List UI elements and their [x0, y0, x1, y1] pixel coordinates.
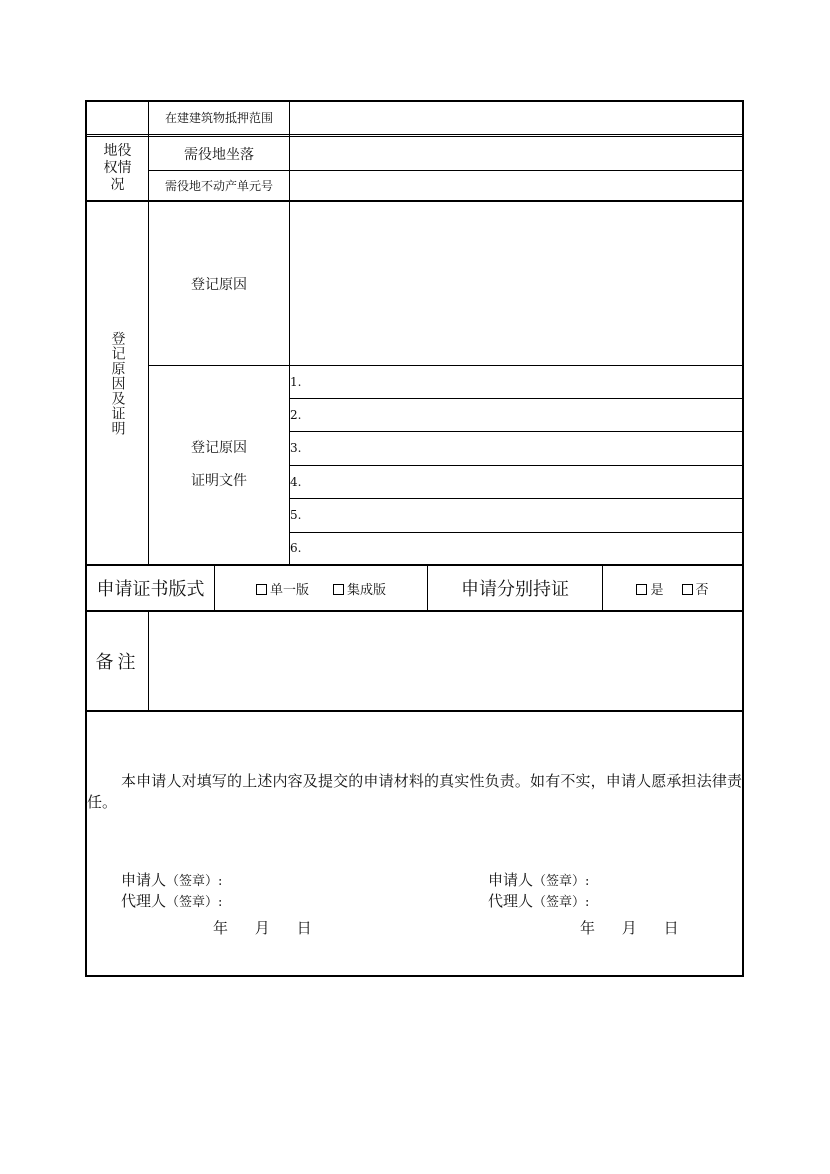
option-yes[interactable]	[636, 579, 663, 598]
easement-location-field[interactable]	[290, 137, 742, 170]
remarks-label: 备注	[95, 652, 140, 673]
option-single-label: 单一版	[269, 582, 309, 598]
month-label: 月	[621, 919, 637, 937]
declaration-text: 本申请人对填写的上述内容及提交的申请材料的真实性负责。如有不实，申请人愿承担法律责任。	[87, 772, 742, 811]
divider	[85, 134, 744, 135]
checkbox-icon[interactable]	[256, 584, 267, 595]
easement-unit-no-field[interactable]	[290, 171, 742, 200]
option-no[interactable]	[682, 579, 709, 598]
doc-number: 6.	[290, 541, 302, 555]
registration-group-label	[87, 202, 148, 564]
registration-docs-label	[149, 366, 289, 564]
divider	[289, 498, 744, 499]
doc-number: 2.	[290, 408, 302, 422]
checkbox-icon[interactable]	[333, 584, 344, 595]
applicant-sign-left	[121, 869, 222, 890]
applicant-label: 申请人	[121, 871, 167, 889]
day-label: 日	[663, 919, 679, 937]
registration-docs-line2: 证明文件	[191, 473, 247, 489]
doc-number: 3.	[290, 441, 302, 455]
applicant-sign-right	[488, 869, 589, 890]
sign-note: （签章）:	[166, 874, 223, 889]
doc-number: 5.	[290, 508, 302, 522]
checkbox-icon[interactable]	[682, 584, 693, 595]
mortgage-scope-field[interactable]	[290, 100, 742, 134]
easement-group-text: 地役权情况	[103, 142, 132, 193]
separate-certificate-options	[603, 566, 742, 610]
applicant-label: 申请人	[488, 871, 534, 889]
sign-note: （签章）:	[166, 895, 223, 910]
registration-reason-field[interactable]	[290, 202, 742, 365]
separate-certificate-label: 申请分别持证	[461, 579, 569, 600]
agent-sign-left	[121, 890, 222, 911]
doc-number: 1.	[290, 375, 302, 389]
divider	[289, 465, 744, 466]
application-form	[85, 100, 744, 977]
date-left	[213, 917, 312, 938]
easement-location-label: 需役地坐落	[184, 146, 254, 163]
option-no-label: 否	[695, 582, 709, 598]
month-label: 月	[254, 919, 270, 937]
registration-reason-label: 登记原因	[191, 276, 247, 293]
checkbox-icon[interactable]	[636, 584, 647, 595]
sign-note: （签章）:	[533, 895, 590, 910]
certificate-format-label: 申请证书版式	[96, 579, 205, 600]
divider	[289, 431, 744, 432]
divider	[289, 398, 744, 399]
day-label: 日	[296, 919, 312, 937]
agent-label: 代理人	[488, 892, 534, 910]
mortgage-scope-label: 在建建筑物抵押范围	[164, 110, 273, 125]
registration-group-text: 登记原因及证明	[109, 330, 126, 436]
option-yes-label: 是	[650, 582, 664, 598]
option-combined[interactable]	[333, 579, 386, 598]
option-combined-label: 集成版	[347, 582, 387, 598]
date-right	[580, 917, 679, 938]
registration-docs-line1: 登记原因	[191, 440, 247, 456]
option-single[interactable]	[256, 579, 309, 598]
agent-label: 代理人	[121, 892, 167, 910]
easement-group-label	[87, 136, 148, 200]
agent-sign-right	[488, 890, 589, 911]
sign-note: （签章）:	[533, 874, 590, 889]
doc-number: 4.	[290, 475, 302, 489]
year-label: 年	[580, 919, 596, 937]
easement-unit-no-label: 需役地不动产单元号	[164, 179, 273, 193]
certificate-format-options	[215, 566, 427, 610]
divider	[289, 532, 744, 533]
year-label: 年	[213, 919, 229, 937]
divider	[85, 710, 744, 712]
remarks-field[interactable]	[149, 612, 742, 710]
